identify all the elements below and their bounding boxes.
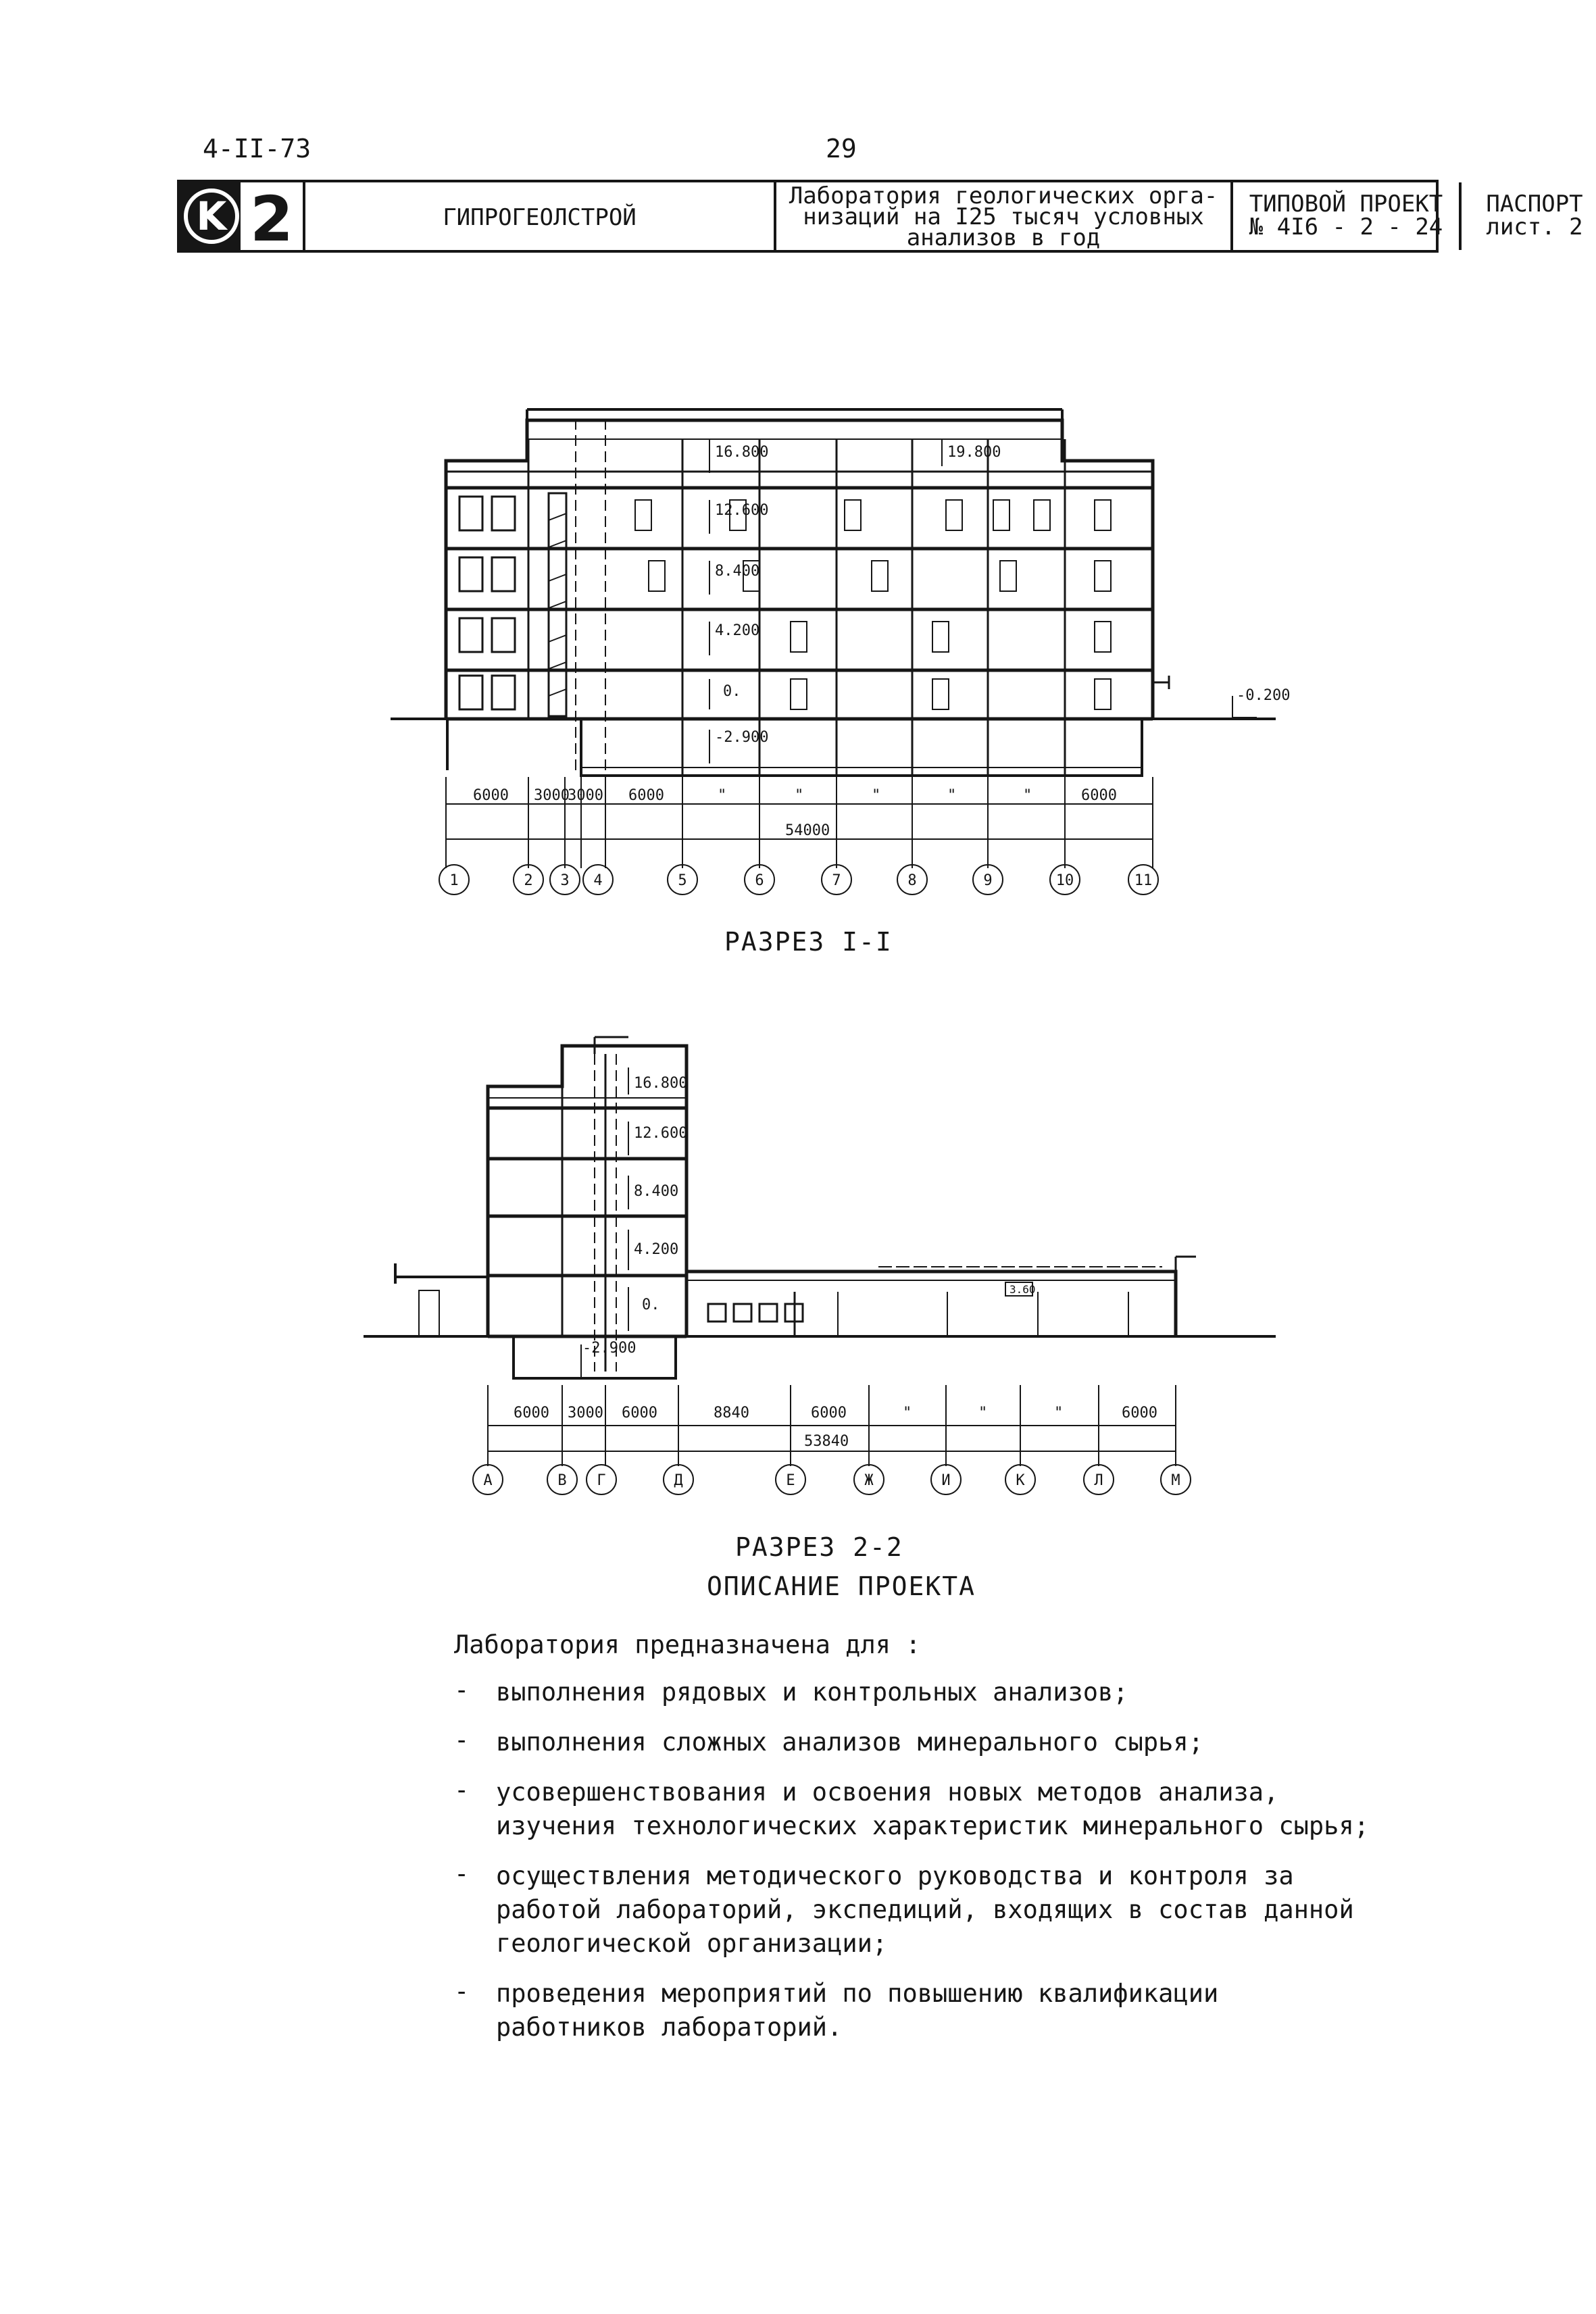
s1-axis-6: 6 bbox=[755, 872, 764, 889]
s2-elev-4200: 4.200 bbox=[634, 1241, 679, 1258]
s2-axis-g: Г bbox=[597, 1472, 606, 1489]
list-item-3-line-1: усовершенствования и освоения новых методов анализа, bbox=[496, 1778, 1279, 1807]
list-item-5-line-2: работников лабораторий. bbox=[496, 2013, 843, 2042]
s2-span-6: " bbox=[903, 1405, 912, 1422]
organization-name: ГИПРОГЕОЛСТРОЙ bbox=[443, 204, 637, 231]
project-type-label: ТИПОВОЙ ПРОЕКТ bbox=[1249, 191, 1443, 218]
s2-elev-360: 3.60 bbox=[1009, 1283, 1036, 1296]
series-number: 2 bbox=[249, 183, 294, 250]
section-2-caption: РАЗРЕЗ 2-2 bbox=[735, 1532, 903, 1562]
s2-total: 53840 bbox=[804, 1433, 849, 1450]
list-item-4-line-1: осуществления методического руководства и контроля за bbox=[496, 1861, 1294, 1890]
s1-axis-1: 1 bbox=[449, 872, 459, 889]
s1-elev-8400: 8.400 bbox=[715, 563, 760, 580]
section-1-caption: РАЗРЕЗ I-I bbox=[724, 927, 893, 957]
s2-axis-zh: Ж bbox=[864, 1472, 874, 1489]
s2-axis-k: К bbox=[1016, 1472, 1025, 1489]
list-bullet: - bbox=[454, 1977, 470, 2006]
list-bullet: - bbox=[454, 1776, 470, 1805]
project-title-line3: анализов в год bbox=[906, 224, 1101, 251]
s1-elev-0: 0. bbox=[723, 683, 741, 700]
logo-letter: K bbox=[196, 193, 227, 239]
s2-span-1: 6000 bbox=[514, 1405, 549, 1422]
s1-axis-11: 11 bbox=[1134, 872, 1153, 889]
s1-span-2: 3000 bbox=[534, 787, 570, 804]
s1-elev-16800: 16.800 bbox=[715, 444, 769, 461]
s1-elev-minus-0200: -0.200 bbox=[1237, 687, 1291, 704]
s1-elev-4200: 4.200 bbox=[715, 622, 760, 639]
list-item-4-line-2: работой лабораторий, экспедиций, входящих в состав данной bbox=[496, 1895, 1354, 1924]
s1-axis-10: 10 bbox=[1055, 872, 1074, 889]
list-item-1-line-1: выполнения рядовых и контрольных анализов; bbox=[496, 1678, 1128, 1707]
passport-label: ПАСПОРТ bbox=[1486, 191, 1583, 218]
list-item-3-line-2: изучения технологических характеристик минерального сырья; bbox=[496, 1811, 1370, 1840]
s1-axis-3: 3 bbox=[560, 872, 570, 889]
s2-axis-a: А bbox=[483, 1472, 493, 1489]
sheet-number: лист. 2 bbox=[1486, 213, 1583, 241]
s1-span-9: " bbox=[1023, 787, 1032, 804]
s2-span-5: 6000 bbox=[811, 1405, 847, 1422]
s1-axis-5: 5 bbox=[678, 872, 687, 889]
s1-elev-19800: 19.800 bbox=[947, 444, 1001, 461]
s2-axis-v: В bbox=[557, 1472, 567, 1489]
s2-elev-12600: 12.600 bbox=[634, 1125, 688, 1142]
s2-span-2: 3000 bbox=[568, 1405, 603, 1422]
section-1-building bbox=[391, 409, 1276, 776]
s1-span-6: " bbox=[795, 787, 804, 804]
section-2-building bbox=[364, 1037, 1276, 1378]
s1-axis-7: 7 bbox=[832, 872, 841, 889]
s2-span-9: 6000 bbox=[1122, 1405, 1157, 1422]
s2-elev-8400: 8.400 bbox=[634, 1183, 679, 1200]
s1-span-8: " bbox=[947, 787, 957, 804]
list-bullet: - bbox=[454, 1859, 470, 1888]
s1-total: 54000 bbox=[785, 822, 830, 839]
s2-span-3: 6000 bbox=[622, 1405, 657, 1422]
description-intro: Лаборатория предназначена для : bbox=[454, 1630, 921, 1659]
s2-axis-l: Л bbox=[1094, 1472, 1103, 1489]
s2-elev-16800: 16.800 bbox=[634, 1075, 688, 1092]
s2-axis-i: И bbox=[941, 1472, 951, 1489]
list-item-4-line-3: геологической организации; bbox=[496, 1929, 888, 1958]
s1-axis-4: 4 bbox=[593, 872, 603, 889]
s1-span-4: 6000 bbox=[628, 787, 664, 804]
s1-span-1: 6000 bbox=[473, 787, 509, 804]
list-bullet: - bbox=[454, 1726, 470, 1755]
s1-elev-minus-2900: -2.900 bbox=[715, 729, 769, 746]
project-number: № 4I6 - 2 - 24 bbox=[1249, 213, 1443, 241]
s2-axis-m: М bbox=[1171, 1472, 1180, 1489]
description-heading: ОПИСАНИЕ ПРОЕКТА bbox=[707, 1571, 976, 1601]
s2-axis-e: Е bbox=[786, 1472, 795, 1489]
s2-elev-minus-2900: -2.900 bbox=[582, 1340, 637, 1357]
document-code: 4-II-73 bbox=[203, 134, 311, 164]
s1-axis-9: 9 bbox=[983, 872, 993, 889]
s2-span-7: " bbox=[978, 1405, 988, 1422]
s2-span-4: 8840 bbox=[714, 1405, 749, 1422]
s2-span-8: " bbox=[1054, 1405, 1064, 1422]
page-number: 29 bbox=[826, 134, 857, 164]
s1-elev-12600: 12.600 bbox=[715, 502, 769, 519]
project-title-line1: Лаборатория геологических орга- bbox=[789, 182, 1218, 209]
list-bullet: - bbox=[454, 1676, 470, 1705]
s2-elev-0: 0. bbox=[642, 1297, 660, 1313]
project-title-line2: низаций на I25 тысяч условных bbox=[803, 203, 1204, 230]
s1-axis-2: 2 bbox=[524, 872, 533, 889]
s1-span-7: " bbox=[872, 787, 881, 804]
s1-span-10: 6000 bbox=[1081, 787, 1117, 804]
list-item-5-line-1: проведения мероприятий по повышению квалификации bbox=[496, 1979, 1219, 2008]
s1-span-3: 3000 bbox=[568, 787, 603, 804]
list-item-2-line-1: выполнения сложных анализов минерального сырья; bbox=[496, 1728, 1203, 1757]
s1-axis-8: 8 bbox=[907, 872, 917, 889]
s2-axis-d: Д bbox=[674, 1472, 683, 1489]
s1-span-5: " bbox=[718, 787, 727, 804]
